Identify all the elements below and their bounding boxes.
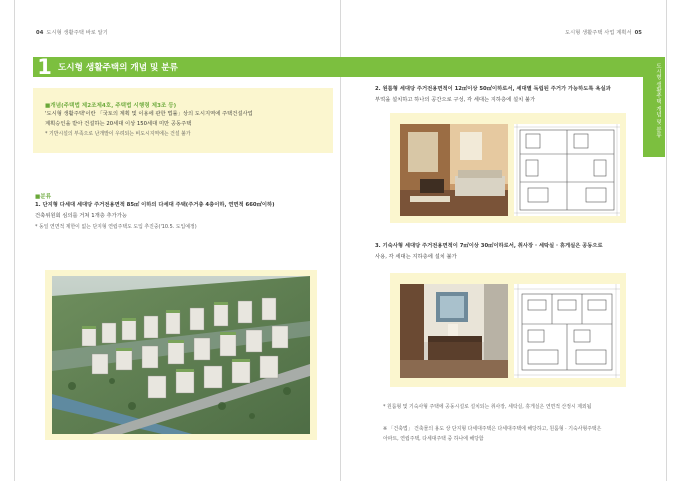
studio-floor-plan-graphic bbox=[514, 124, 620, 216]
left-page-number: 04 bbox=[36, 30, 44, 36]
dormitory-floor-plan bbox=[514, 284, 620, 378]
concept-line: '도시형 생활주택'이란 「국토의 계획 및 이용에 관한 법률」상의 도시지역에 주택건설사업 bbox=[45, 111, 253, 117]
studio-room-photo bbox=[400, 124, 508, 216]
item2-line: 부엌을 설치하고 하나의 공간으로 구성, 각 세대는 지하층에 설치 불가 bbox=[375, 97, 536, 103]
studio-room-graphic bbox=[400, 124, 508, 216]
footnote-building-law: 아파트, 연립주택, 다세대주택 중 하나에 해당함 bbox=[383, 436, 484, 442]
left-book-title: 도시형 생활주택 바로 알기 bbox=[46, 30, 108, 36]
right-page-edge bbox=[666, 0, 667, 481]
left-page-edge bbox=[14, 0, 15, 481]
item1-line: 건축위원회 심의를 거쳐 1개층 추가가능 bbox=[35, 213, 127, 219]
classification-heading: ■분류 bbox=[35, 194, 52, 200]
item1-note: * 동일 연면적 제한이 없는 단지형 연립주택도 도입 추진중('10.5. 도입예정) bbox=[35, 224, 197, 230]
item1-line: 1. 단지형 다세대 세대당 주거전용면적 85㎡ 이하의 다세대 주택(주거층 4층이하, 연면적 660㎡이하) bbox=[35, 202, 275, 208]
left-running-head bbox=[33, 29, 108, 36]
studio-floor-plan bbox=[514, 124, 620, 216]
aerial-rendering-image bbox=[52, 276, 310, 434]
item3-line: 3. 기숙사형 세대당 주거전용면적이 7㎡이상 30㎡이하로서, 취사장 · 세탁실 · 휴게실은 공동으로 bbox=[375, 243, 603, 249]
dormitory-floor-plan-graphic bbox=[514, 284, 620, 378]
right-book-title: 도시형 생활주택 사업 계획서 bbox=[565, 30, 632, 36]
section-number: 1 bbox=[37, 55, 52, 79]
item3-line: 사용, 각 세대는 지하층에 설치 불가 bbox=[375, 254, 457, 260]
concept-heading: ■개념(주택법 제2조제4호, 주택법 시행령 제3조 등) bbox=[45, 103, 177, 109]
section-title: 도시형 생활주택의 개념 및 분류 bbox=[58, 63, 178, 73]
side-tab[interactable] bbox=[643, 57, 665, 157]
dormitory-room-graphic bbox=[400, 284, 508, 378]
footnote-common-facilities: * 원룸형 및 기숙사형 주택에 공동시설로 설치되는 취사장, 세탁실, 휴게실은 연면적 산정시 제외됨 bbox=[383, 404, 592, 410]
dormitory-room-photo bbox=[400, 284, 508, 378]
concept-note: * 기반시설의 부족으로 난개발이 우려되는 비도시지역에는 건설 불가 bbox=[45, 131, 191, 137]
concept-line: 계획승인을 받아 건설하는 20세대 이상 150세대 미만 공동주택 bbox=[45, 121, 192, 127]
right-running-head bbox=[565, 29, 645, 36]
item2-line: 2. 원룸형 세대당 주거전용면적이 12㎡이상 50㎡이하로서, 세대별 독립된 주거가 가능하도록 욕실과 bbox=[375, 86, 611, 92]
side-tab-label: 도시형 생활주택 개념 및 분류 bbox=[655, 63, 661, 138]
footnote-building-law: ※ 「건축법」 건축물의 용도 상 단지형 다세대주택은 다세대주택에 해당하고, 원룸형 · 기숙사형주택은 bbox=[383, 426, 602, 432]
right-page-number: 05 bbox=[634, 30, 643, 36]
aerial-rendering-graphic bbox=[52, 276, 310, 434]
